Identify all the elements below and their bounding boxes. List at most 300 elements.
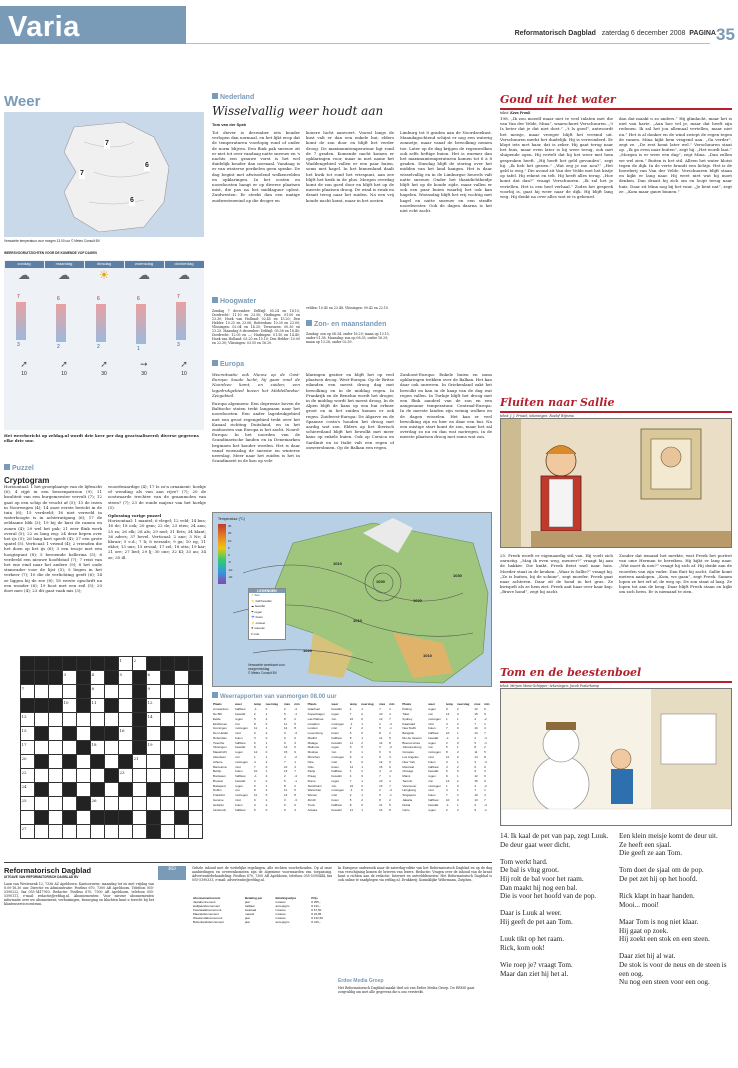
weerrapport-value: 1 [265, 798, 268, 803]
map-caption: Verwachte temperatuur voor morgen 13.00 uur © Meteo Consult BV [4, 239, 100, 243]
weerrapport-place: Madrid [307, 735, 317, 740]
crossword-cell[interactable] [105, 685, 119, 699]
crossword-cell[interactable]: 6 [147, 671, 161, 685]
netherlands-temp-map [4, 112, 204, 237]
crossword-cell[interactable]: 16 [119, 727, 133, 741]
weerrapport-value: halfbew [235, 740, 246, 745]
crossword-cell[interactable] [63, 797, 77, 811]
weerrapport-value: regen [428, 807, 436, 812]
weerrapport-value: -1 [445, 735, 449, 740]
crossword-cell[interactable] [105, 783, 119, 797]
crossword-cell[interactable]: 15 [21, 727, 35, 741]
crossword-cell[interactable] [161, 741, 175, 755]
crossword-cell[interactable]: 22 [21, 769, 35, 783]
crossword-cell[interactable]: 14 [147, 713, 161, 727]
crossword-black-cell [49, 657, 63, 671]
weerrapport-place: Athene [213, 759, 223, 764]
crossword-cell[interactable] [175, 769, 189, 783]
crossword-cell[interactable] [77, 713, 91, 727]
weerrapport-value: 12 [349, 764, 354, 769]
weerrapport-place: Amsterdam [213, 707, 229, 712]
rates-col-header: Betaling per [244, 896, 263, 900]
crossword-cell[interactable] [119, 825, 133, 839]
weerrapport-value: 6 [284, 735, 286, 740]
crossword-cell[interactable]: 18 [91, 741, 105, 755]
crossword-cell[interactable] [91, 713, 105, 727]
weerrapport-value: 11 [349, 807, 353, 812]
europa-text-3: Zuidoost-Europa: Enkele buien en soms opklaringen trekken over de Balkan. Het kan daar ook onweren. In Griekenland zakt het bewolkt en kan in de kaap van de dag wat regen vallen. In Turkije blijft het droog met een flink aandeel van de zon en een aangename temperatuur. Centraal-Europa: In de meeste landen zijn weinig wolken en de dagen wisselen. Het kan er veel bewolking zijn en hier en daar een bui. Na een mistige start komt de zon, maar het zal overdag zo nu en dan wat motregen, in de meeste plaatsen droog met soms wat zon. [400, 372, 492, 440]
crossword-cell[interactable] [105, 797, 119, 811]
goud-byline-name: Kees Pronk [510, 110, 531, 115]
weerrapport-value: regen [331, 711, 340, 716]
weerrapport-value: 4 [484, 793, 486, 798]
weerrapport-place: Nice [307, 759, 314, 764]
weerrapport-value: halfbew [235, 707, 246, 712]
weerrapport-place: Frankfort [213, 793, 226, 798]
cloud-icon: ☁ [251, 604, 254, 609]
weerrapport-value: mist [235, 798, 241, 803]
weerrapport-value: 6 [253, 740, 256, 745]
crossword-black-cell [63, 657, 77, 671]
crossword-cell[interactable] [49, 825, 63, 839]
crossword-black-cell [21, 657, 35, 671]
tom-verse-line [500, 927, 613, 936]
crossword-row [21, 727, 203, 741]
weerrapport-place: Dubai [402, 802, 411, 807]
weerrapport-value: zon [331, 716, 337, 721]
crossword-cell[interactable]: 20 [21, 755, 35, 769]
weerrapport-value: 0 [457, 783, 459, 788]
puzzel-clues-col-2 [108, 484, 206, 654]
crossword-black-cell [189, 699, 203, 713]
weerrapport-value: 1 [457, 716, 459, 721]
crossword-cell[interactable]: 23 [119, 769, 133, 783]
section-tab [0, 6, 186, 44]
weerrapport-value: 3 [445, 764, 448, 769]
crossword-cell[interactable] [63, 713, 77, 727]
crossword-cell[interactable] [189, 783, 203, 797]
weerrapport-value: 3 [474, 759, 477, 764]
crossword-cell[interactable] [189, 797, 203, 811]
crossword-cell[interactable] [189, 741, 203, 755]
colofon-col2-text: Gehele inhoud met de wettelijke regelingen, alle rechten voorbehouden. Op al onze aanbiedingen en overeenkomsten zijn de algemene voorwaarden van toepassing. Advertentiebehandeling: Postbus 670, 7300 AR Apeldoorn, telefoon 055-5390444, fax 055-5390333, e-mail: advertentie@refdag.nl. [192, 866, 332, 882]
netherlands-map-svg [4, 112, 204, 237]
weerrapport-value: buien [331, 798, 339, 803]
crossword-cell[interactable] [133, 797, 147, 811]
weerrapport-value: 2 [361, 798, 363, 803]
crossword-cell[interactable] [161, 713, 175, 727]
nederland-text-1: Tot diever is december iets kouder verlopen dan normaal, en het lijkt erop dat de temperaturen voorlopig rond of onder de norm blijven. Een flink pak sneeuw zit er niet tot over vandaag natte sneeuw en 's nachts een grauwe vorst is het wel duidelijk kouder dan normaal. Vandaag is er van winterse perikelen geen sprake. De dag begint met afwisselend wolkenvelden en opklaringen. In het oosten en noordoosten hangt er op diverse plaatsen mist, die pas na het middaguur oplost. Zuidwesten: Er steekt dan een matige zuidwestenwind op die droger en [212, 130, 300, 203]
nederland-col-2 [306, 130, 394, 300]
weerrapport-value: 3 [253, 802, 256, 807]
weerrapport-value: 14 [284, 793, 288, 798]
europa-col-2 [306, 372, 394, 502]
crossword-cell[interactable] [175, 713, 189, 727]
hoogwater-text [212, 309, 300, 351]
weerrapport-value: buien [331, 764, 339, 769]
tom-verse-col-1 [500, 832, 613, 978]
crossword-cell[interactable]: 1 [119, 657, 133, 671]
crossword-cell[interactable] [35, 797, 49, 811]
weerrapport-value: 0 [294, 735, 296, 740]
weerrapport-place: Malaga [307, 740, 318, 745]
weerrapport-value: 10 [349, 716, 354, 721]
tom-verse-line: Tom doet de sjaal om de pop. [619, 866, 704, 875]
weerrapport-value: 5 [294, 721, 296, 726]
legend-item: half bewolkt [255, 598, 272, 603]
weerrapport-value: 7 [474, 788, 477, 793]
crossword-cell[interactable] [119, 741, 133, 755]
crossword-black-cell [91, 755, 105, 769]
crossword-cell[interactable] [49, 783, 63, 797]
weerrapport-value: 3 [389, 754, 391, 759]
weerrapport-value: 3 [294, 807, 296, 812]
section-square-icon [212, 93, 218, 99]
tom-verse-line: Hij geeft de pet aan Tom. [500, 917, 573, 926]
weerrapport-place: Luxemburg [307, 731, 323, 736]
weerrapport-value: 5 [349, 731, 352, 736]
crossword-cell[interactable] [35, 685, 49, 699]
crossword-cell[interactable] [49, 755, 63, 769]
europa-text-1: Europa algemeen: Een depressie boven de Baltische staten trekt langzaam naar het noordoosten. Een ander lagedrukgebied met een groot regengebied trekt over het Kanaal richting Duitsland, en in het zuidoosten van Europa is het zacht. Noord-Europa: In het noorden van de Scandinavische landen en in Denemarken beginnen het kouder worden. Het is daar vanaf woensdag de sneeuw en winterse neerslag. Meer naar het zuiden is het in Scandinavië in de kou op vele [212, 401, 300, 464]
crossword-cell[interactable]: 8 [91, 685, 105, 699]
crossword-cell[interactable]: 3 [63, 671, 77, 685]
weerrapport-value: 4 [445, 721, 448, 726]
crossword-black-cell [189, 671, 203, 685]
hoogwater-paragraph: Zondag 7 december: Delfzijl: 05.24 en 18.15; Dordrecht: 11.10 en 23.50; Harlingen: 01.00 en 13.30; Hoek van Holland: 02.45 en 15.20; Den Helder: 10.25 en 23.06; Rotterdam: 10.30 en 23.00; Vlissingen: 02.04 en 14.35; Terneuzen: 00.30 en 13.25. Maandag 8 december: Delfzijl: 05.58 en 18.40; Dordrecht: 12.05 en —; Harlingen: 01.50 en 14.40; Hoek van Holland: 03.20 en 15.10; Den Helder: 10.00 en 22.30; Vlissingen: 03.55 en 16.20. [212, 308, 300, 345]
crossword-cell[interactable] [189, 825, 203, 839]
crossword-cell[interactable]: 24 [21, 783, 35, 797]
crossword-black-cell [91, 783, 105, 797]
crossword-cell[interactable] [189, 713, 203, 727]
crossword-cell[interactable]: 10 [63, 699, 77, 713]
crossword-black-cell [147, 811, 161, 825]
crossword-cell[interactable] [133, 811, 147, 825]
weerrapport-value: 1 [457, 745, 459, 750]
weerrapport-value: 2 [457, 807, 459, 812]
crossword-cell[interactable]: 26 [91, 797, 105, 811]
crossword-cell[interactable] [147, 727, 161, 741]
weerrapport-value: bewolkt [428, 769, 439, 774]
weerrapport-value: buien [428, 726, 436, 731]
crossword-cell[interactable] [35, 713, 49, 727]
crossword-cell[interactable] [77, 811, 91, 825]
weerrapport-value: halfbew [331, 735, 342, 740]
nederland-text-2: kouere lucht aanvoert. Vooral langs de kust valt er dan een enkele bui; elders komt de zon door en blijft het verder droog. De maximumtemperatuur ligt rond de 7 graden. Komende nacht komen er opklaringen voor, maar in met name het Waddengebied vallen er een paar buien, soms met hagel. In het binnenland daalt het kwik tot rond het vriespunt, aan zee blijft het kwik in de plus. Morgen overdag komt de zon goed door en blijft het op de meeste plaatsen droog. De wind is zwak en draait terug naar het zuiden. Na een vrij koude nacht komt, maar in het oosten [306, 130, 394, 203]
weerrapport-value: 5 [253, 716, 256, 721]
weerrapport-value: zon [235, 754, 241, 759]
weerrapport-value: 1 [265, 754, 268, 759]
weerrapport-place: Helsinki [213, 802, 224, 807]
crossword-cell[interactable] [175, 671, 189, 685]
puzzel-label-text: Puzzel [12, 465, 34, 472]
weerrapport-place: New York [402, 759, 416, 764]
weerrapport-value: bewolkt [235, 745, 246, 750]
crossword-cell[interactable] [175, 727, 189, 741]
europa-text-2: klaringen gratier en blijft het op veel plaatsen droog. West-Europa: Op de Britse eilanden een meest droog dag met bewolking en in de middag regen. In Frankrijk en de Benelux wordt het droger, in de middag wordt het meest droog. In de Alpen blijft de kans op een bui erbner groot en in het zuiden komen er ook regen. Zuidwest-Europa: De Algarve en de Spaanse costa's houden het droog met aardig wat zon. Elders op het Iberisch schiereiland blijft het bewolkt met meer kans op enkele buien. Ook op Corsica en Sardinië en in Italië valt een regen of onweersbuien. Op de Balkan een regen. [306, 372, 394, 450]
zon-text: Zondag: zon op 08.34, onder 16.29; maan op 13.15, onder 01.38. Maandag: zon op 08.35, onder 16.29; maan op 13.28, onder 02.59. [306, 331, 390, 344]
crossword-cell[interactable] [105, 713, 119, 727]
weerrapport-value: 11 [474, 750, 478, 755]
weerrapport-value: buien [428, 759, 436, 764]
crossword-cell[interactable] [77, 727, 91, 741]
wind-arrow-icon: ➚ [180, 360, 188, 370]
weerrapport-value: 8 [349, 735, 352, 740]
weerrapport-value: 9 [284, 740, 286, 745]
weerrapport-value: 0 [361, 788, 363, 793]
legend-item: bewolkt [254, 604, 266, 609]
weerrapport-value: 7 [474, 721, 477, 726]
forecast-temp-chart [4, 290, 204, 360]
crossword-row [21, 741, 203, 755]
crossword-cell[interactable] [49, 811, 63, 825]
crossword-cell[interactable] [105, 825, 119, 839]
crossword-cell[interactable]: 27 [21, 825, 35, 839]
weerrapport-label [212, 692, 492, 702]
crossword-cell[interactable] [49, 713, 63, 727]
weerrapport-value: halfbew [235, 774, 246, 779]
tom-verse-line [619, 944, 732, 953]
weerrapport-value: 1 [361, 721, 363, 726]
rates-cell: jaar [244, 920, 250, 924]
crossword-row [21, 783, 203, 797]
crossword-row [21, 713, 203, 727]
weerrapport-value: -1 [294, 711, 297, 716]
crossword-cell[interactable]: 2 [133, 657, 147, 671]
crossword-cell[interactable] [35, 769, 49, 783]
crossword-cell[interactable] [175, 699, 189, 713]
weerrapport-value: 2 [284, 707, 286, 712]
crossword-cell[interactable] [91, 825, 105, 839]
crossword-cell[interactable] [77, 755, 91, 769]
weerrapport-value: 0 [457, 740, 459, 745]
crossword-cell[interactable]: 25 [21, 797, 35, 811]
crossword-black-cell [119, 811, 133, 825]
crossword-cell[interactable] [189, 727, 203, 741]
weerrapport-value: 12 [445, 778, 450, 783]
tom-verse-line [500, 849, 613, 858]
crossword-cell[interactable] [21, 811, 35, 825]
weerrapport-value: bewolkt [235, 711, 246, 716]
crossword-cell[interactable] [175, 741, 189, 755]
weerrapport-place: Oslo [307, 764, 314, 769]
crossword-cell[interactable] [63, 825, 77, 839]
crossword-cell[interactable]: 9 [147, 685, 161, 699]
weerrapport-value: 11 [253, 726, 258, 731]
nederland-text-3: Limburg tot 8 graden aan de Noordzeekust. Maandagochtend schijnt er nog een waterig zonnetje, maar vanaf de bewolking nemen toe. Later op de dag krijgen de regenwolken ook zelfs heftige buien. Het is warmer dan het maximumtemperaturen komen tot 6 à 8 graden. Dinsdag blijft de storing over het midden van het land hangen. Het is daar wisselvallig en in de Limburgse heuvels valt natte sneeuw. Onder het thaaidichtheidje blijft het op de koude zijde, maar vallen er ook een paar buien waarbij het ook kan hagelen. Woensdag blijft het vrij vochtig met hagel en natte sneeuw en een straffe noordwester. Ook de dagen daarna is het niet echt zacht. [400, 130, 492, 214]
tom-verse-line [619, 909, 732, 918]
crossword-cell[interactable] [63, 769, 77, 783]
crossword-cell[interactable] [49, 797, 63, 811]
crossword-cell[interactable] [105, 741, 119, 755]
weerrapport-value: motregen [428, 716, 441, 721]
crossword-cell[interactable] [63, 741, 77, 755]
thunder-icon: ⚡ [251, 620, 255, 625]
legend-item: zon [254, 593, 260, 598]
crossword-cell[interactable] [161, 811, 175, 825]
crossword-cell[interactable] [49, 769, 63, 783]
crossword-cell[interactable]: 12 [147, 699, 161, 713]
crossword-black-cell [77, 797, 91, 811]
weerrapport-value: -3 [484, 759, 487, 764]
zon-label-text: Zon- en maanstanden [314, 321, 387, 328]
crossword-cell[interactable]: 19 [147, 741, 161, 755]
colofon-col-1 [4, 866, 154, 1032]
weerrapport-value: 0 [361, 802, 363, 807]
weerrapport-value: 2 [474, 802, 477, 807]
weerrapport-value: motregen [235, 793, 248, 798]
wind-speed: 10 [21, 371, 27, 378]
map-caption-block [248, 663, 285, 675]
weerrapport-value: 6 [253, 807, 256, 812]
crossword-cell[interactable] [105, 755, 119, 769]
weerrapport-value: 2 [265, 802, 268, 807]
weerrapport-value: 8 [294, 726, 296, 731]
crossword-cell[interactable] [189, 811, 203, 825]
weerrapport-value: regen [428, 740, 436, 745]
crossword-cell[interactable] [77, 783, 91, 797]
weerrapport-value: -2 [484, 716, 487, 721]
crossword-cell[interactable] [91, 769, 105, 783]
crossword-cell[interactable] [161, 783, 175, 797]
weerrapport-value: 0 [253, 798, 256, 803]
weerrapport-value: regen [235, 750, 243, 755]
weerrapport-value: -2 [294, 754, 297, 759]
weerrapport-value: 10 [379, 778, 383, 783]
crossword-cell[interactable] [119, 685, 133, 699]
crossword-cell[interactable] [147, 797, 161, 811]
crossword-cell[interactable] [147, 755, 161, 769]
crossword-cell[interactable]: 17 [21, 741, 35, 755]
crossword-cell[interactable]: 7 [21, 685, 35, 699]
weerrapport-value: 2 [265, 716, 268, 721]
crossword-cell[interactable] [175, 685, 189, 699]
crossword-cell[interactable] [161, 685, 175, 699]
weerrapport-value: 0 [361, 716, 363, 721]
crossword-cell[interactable] [63, 685, 77, 699]
section-square-icon [212, 297, 218, 303]
rates-cell: acceptgiro [275, 904, 290, 908]
weerrapport-place: Dublin [213, 788, 222, 793]
tom-verse-line [500, 952, 613, 961]
goud-text-2: dan dat maakt u zo anders.” Hij glimlacht, maar het is niet van harte. „Aan hoe vel je, maar dat heeft zijn redenen. Ik zal het jou allemaal vertellen, maar niet nu.” Het is al donker en de wind zwiept de regen tegen de ramen. Mina kijkt hem vragend aan. „Ga verder”, zegt ze. „De rest komt later wel.” Verschuuren staat op. „Ik ga even naar buiten”, zegt hij. „Het wordt laat.” „Morgen is er weer een dag”, zegt Mina. „Dan zullen we wel zien.” Buiten is het stil. Alleen het water klotst tegen de dijk. In de verte brandt een lichtje. Het is de boerderij van Van der Velde. Verschuuren blijft staan en kijkt er lang naar. Hij weet niet wat hij moet denken. Dan draait hij zich om en loopt terug naar huis. Daar zit Mina nog bij het vuur. „Je bent nat”, zegt ze. „Kom maar gauw binnen.” [619, 116, 732, 194]
crossword-cell[interactable] [119, 713, 133, 727]
wind-speed: 10 [181, 371, 187, 378]
crossword-cell[interactable] [189, 685, 203, 699]
crossword-cell[interactable] [77, 825, 91, 839]
weerrapport-value: 1 [361, 807, 363, 812]
rates-cell: Weekendabonnement [193, 916, 223, 920]
forecast-day: woensdag [125, 261, 164, 268]
crossword-cell[interactable] [175, 825, 189, 839]
crossword-cell[interactable] [175, 755, 189, 769]
weerrapport-value: 7 [379, 774, 381, 779]
goud-byline-label: tekst: [500, 110, 510, 115]
weerrapport-value: -4 [389, 721, 392, 726]
crossword-cell[interactable] [133, 783, 147, 797]
wind-speed: 30 [101, 371, 107, 378]
crossword-black-cell [147, 783, 161, 797]
weerrapport-col-header: min [294, 702, 300, 707]
weerrapport-value: 10 [349, 783, 354, 788]
weerrapport-place: Londen [307, 726, 318, 731]
crossword-cell[interactable] [175, 797, 189, 811]
snow-icon: ❄ [251, 626, 254, 631]
tom-verse-line: De bal is vlug groot. [500, 866, 559, 875]
colofon-col3-text: In Europese onderzoek naar de zaterdag-editie van het Reformatorisch Dagblad en op de dag van verschijning komen de brieven van lezers. Redactie: Vragen over de inhoud van de krant kunt u richten aan de redactie. Internet en ontvelddiensten: Het Reformatorisch Dagblad is ook online te raadplegen via refdag.nl. Drukkerij: Koninklijke Wöhrmann, Zutphen. [338, 866, 492, 882]
isobar-label: 1010 [353, 618, 362, 623]
crossword-cell[interactable]: 21 [133, 755, 147, 769]
europa-col-3 [400, 372, 492, 502]
weerrapport-place: De Bilt [213, 711, 222, 716]
crossword-cell[interactable] [49, 685, 63, 699]
solution-text: Horizontaal: 1 mantel; 6 vlegel; 12 veld; 14 bus; 16 de; 18 ook; 20 gem; 22 de; 23 eten; 24 aan; 25 ra; 26 elk; 28 als; 29 ned; 31 Erts; 34 klant; 36 adres; 37 bevel. Verticaal: 2 ane; 3 Ne; 4 librair; 5 e.d.; 7 li; 8 eerzade; 9 ga; 10 eg; 11 eklot; 13 uus; 15 ervaal; 17 zel; 18 otta; 19 kar; 21 ore; 27 lied; 29 lj; 30 one; 32 Kl; 33 au; 34 ze; 35 ill. [108, 518, 206, 560]
crossword-black-cell [91, 727, 105, 741]
crossword-cell[interactable] [189, 769, 203, 783]
weerrapport-value: 2 [253, 778, 256, 783]
crossword-cell[interactable] [35, 825, 49, 839]
crossword-row [21, 657, 203, 671]
crossword-cell[interactable] [147, 769, 161, 783]
crossword-cell[interactable]: 4 [91, 671, 105, 685]
weerrapport-value: 10 [474, 793, 478, 798]
crossword-cell[interactable] [161, 797, 175, 811]
crossword-cell[interactable] [35, 741, 49, 755]
tom-section [500, 666, 732, 688]
crossword-black-cell [105, 769, 119, 783]
weerrapport-value: 7 [484, 731, 486, 736]
weerrapport-value: 1 [265, 783, 268, 788]
weerrapport-value: 4 [349, 774, 352, 779]
sallie-byline: tekst: J. J. Frissel; tekeningen: Roelof Wijtsma [500, 413, 574, 418]
crossword-cell[interactable] [77, 769, 91, 783]
weather-title: Weer [4, 93, 41, 110]
weerrapport-value: 15 [474, 778, 478, 783]
crossword-cell[interactable] [49, 741, 63, 755]
weerrapport-place: Kopenhagen [307, 711, 325, 716]
crossword-black-cell [119, 783, 133, 797]
tom-verse-line: Die is voor het hoofd van de pop. [500, 892, 597, 901]
weerrapport-place: Lissabon [307, 721, 320, 726]
tom-verse-line: Ze heeft een sjaal. [619, 840, 672, 849]
weerrapport-value: 7 [445, 726, 448, 731]
weerrapport-section [212, 692, 492, 702]
weerrapport-value: 0 [349, 745, 352, 750]
weerrapport-place: Rome [307, 778, 316, 783]
crossword-cell[interactable]: 11 [91, 699, 105, 713]
crossword-cell[interactable] [119, 797, 133, 811]
weerrapport-place: Eindhoven [213, 721, 228, 726]
crossword-cell[interactable] [49, 727, 63, 741]
crossword-cell[interactable] [133, 825, 147, 839]
wind-arrow-icon: ➚ [20, 360, 28, 370]
crossword-cell[interactable] [161, 825, 175, 839]
crossword-black-cell [35, 811, 49, 825]
sun-cloud-icon: ⛅ [251, 598, 255, 603]
nederland-section [212, 93, 492, 127]
crossword-black-cell [175, 811, 189, 825]
weerrapport-value: regen [235, 783, 243, 788]
weerrapport-place: Caïro [402, 807, 410, 812]
crossword-cell[interactable] [119, 699, 133, 713]
crossword-cell[interactable] [133, 769, 147, 783]
crossword-cell[interactable]: 13 [21, 713, 35, 727]
tom-verse-line: De stok is voor de neus en de steen is een oog. [619, 960, 727, 978]
weerrapport-value: bewolkt [331, 807, 342, 812]
crossword-cell[interactable]: 5 [119, 671, 133, 685]
forecast-day: maandag [45, 261, 84, 268]
crossword-cell[interactable] [161, 769, 175, 783]
